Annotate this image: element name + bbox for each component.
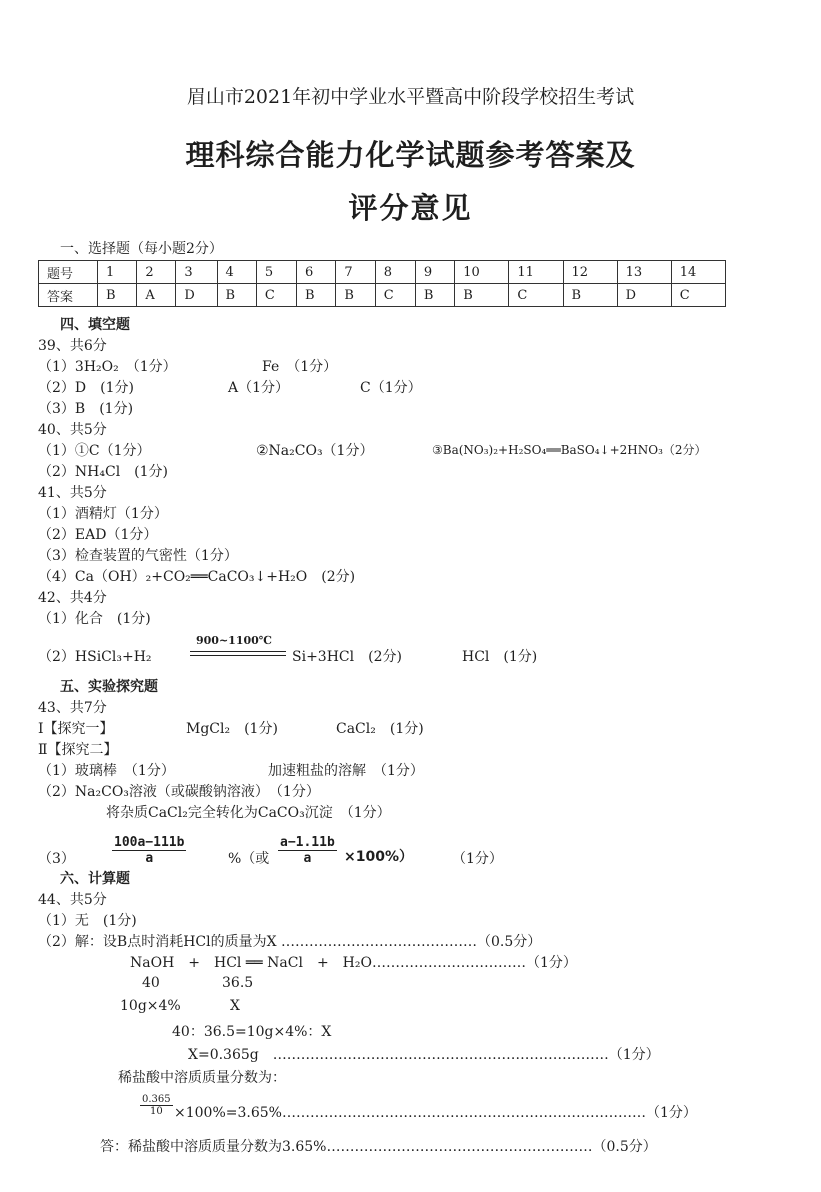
q43-heading: 43、共7分 <box>38 700 107 716</box>
q42-answer-2c: HCl (1分) <box>462 649 538 665</box>
q43-answer-3-or: %（或 <box>228 851 270 867</box>
q39-answer-2a: （2）D (1分) <box>38 380 134 396</box>
q43-answer-3-label: （3） <box>38 851 75 867</box>
q41-answer-1: （1）酒精灯（1分） <box>38 506 168 522</box>
question-number-cell: 7 <box>336 261 375 284</box>
q40-answer-2: （2）NH₄Cl (1分) <box>38 464 168 480</box>
q43-fraction-1-denominator: a <box>145 851 154 866</box>
q44-equation: NaOH + HCl ══ NaCl + H₂O……………………………（1分） <box>130 955 577 971</box>
table-row-answers <box>39 284 726 307</box>
question-number-cell: 2 <box>137 261 176 284</box>
question-number-cell: 3 <box>176 261 217 284</box>
q39-answer-2c: C（1分） <box>360 380 422 396</box>
q43-explore2-label: Ⅱ【探究二】 <box>38 742 118 758</box>
q43-explore1-answer-a: MgCl₂ (1分) <box>186 721 278 737</box>
table-row-numbers <box>39 261 726 284</box>
answer-table <box>38 260 726 307</box>
q41-heading: 41、共5分 <box>38 485 107 501</box>
q44-final-answer: 答：稀盐酸中溶质质量分数为3.65%…………………………………………………（0.5分） <box>100 1139 657 1155</box>
q44-fraction <box>140 1094 173 1117</box>
section-experiment-title: 五、实验探究题 <box>60 679 158 695</box>
q43-fraction-2-denominator: a <box>303 851 312 866</box>
q44-fraction-label: 稀盐酸中溶质质量分数为： <box>118 1070 286 1086</box>
q44-mass-naoh: 10g×4% <box>120 998 181 1014</box>
question-number-cell: 11 <box>509 261 563 284</box>
question-number-cell: 8 <box>375 261 415 284</box>
q43-answer-1b: 加速粗盐的溶解 （1分） <box>268 763 424 779</box>
answer-cell: C <box>671 284 725 307</box>
section-choice-title: 一、选择题（每小题2分） <box>60 241 223 257</box>
q43-answer-2: （2）Na₂CO₃溶液（或碳酸钠溶液） （1分） <box>38 784 320 800</box>
q43-explore1-label: Ⅰ【探究一】 <box>38 721 114 737</box>
q43-fraction-1-numerator: 100a−111b <box>114 835 185 850</box>
section-fill-title: 四、填空题 <box>60 317 130 333</box>
answer-cell: B <box>336 284 375 307</box>
answer-cell: C <box>375 284 415 307</box>
q42-answer-2-reactants: （2）HSiCl₃+H₂ <box>38 649 152 665</box>
question-number-cell: 5 <box>256 261 296 284</box>
q44-molar-mass-naoh: 40 <box>142 975 160 991</box>
q42-heading: 42、共4分 <box>38 590 107 606</box>
q39-answer-2b: A（1分） <box>228 380 290 396</box>
document-title: 理科综合能力化学试题参考答案及 <box>185 138 636 172</box>
q44-answer-2-setup: （2）解：设B点时消耗HCl的质量为X ……………………………………（0.5分） <box>38 934 542 950</box>
q44-fraction-denominator: 10 <box>149 1106 163 1117</box>
q44-fraction-numerator: 0.365 <box>142 1094 171 1105</box>
row-label-number: 题号 <box>39 261 98 284</box>
question-number-cell: 9 <box>415 261 454 284</box>
q41-answer-4: （4）Ca（OH）₂+CO₂══CaCO₃↓+H₂O (2分) <box>38 569 356 585</box>
q39-answer-1b: Fe （1分） <box>262 359 338 375</box>
answer-cell: B <box>415 284 454 307</box>
answer-cell: B <box>217 284 256 307</box>
q44-fraction-result: ×100%=3.65%……………………………………………………………………（1分） <box>174 1105 697 1121</box>
reaction-arrow <box>190 651 286 652</box>
q41-answer-3: （3）检查装置的气密性（1分） <box>38 548 238 564</box>
answer-cell: B <box>563 284 617 307</box>
q40-answer-1b: ②Na₂CO₃（1分） <box>256 443 374 459</box>
q39-answer-3: （3）B (1分) <box>38 401 134 417</box>
answer-cell: C <box>509 284 563 307</box>
q43-fraction-2 <box>278 835 337 866</box>
q41-answer-2: （2）EAD（1分） <box>38 527 158 543</box>
q43-fraction-1 <box>112 835 186 866</box>
answer-cell: B <box>297 284 336 307</box>
q44-result: X=0.365g ………………………………………………………………（1分） <box>188 1047 660 1063</box>
q44-proportion: 40：36.5=10g×4%：X <box>172 1024 332 1040</box>
section-calculation-title: 六、计算题 <box>60 871 130 887</box>
q39-answer-1a: （1）3H₂O₂ （1分） <box>38 359 177 375</box>
q40-answer-1c: ③Ba(NO₃)₂+H₂SO₄══BaSO₄↓+2HNO₃（2分） <box>432 443 707 457</box>
q44-answer-1: （1）无 (1分) <box>38 913 137 929</box>
q43-fraction-2-numerator: a−1.11b <box>280 835 335 850</box>
q43-answer-1a: （1）玻璃棒 （1分） <box>38 763 175 779</box>
q44-molar-mass-hcl: 36.5 <box>222 975 254 991</box>
question-number-cell: 14 <box>671 261 725 284</box>
row-label-answer: 答案 <box>39 284 98 307</box>
q43-explore1-answer-b: CaCl₂ (1分) <box>336 721 424 737</box>
q42-answer-2-products: Si+3HCl (2分) <box>292 649 402 665</box>
answer-cell: B <box>98 284 137 307</box>
answer-cell: A <box>137 284 176 307</box>
question-number-cell: 4 <box>217 261 256 284</box>
answer-cell: C <box>256 284 296 307</box>
document-subtitle: 评分意见 <box>348 191 473 225</box>
q42-answer-1: （1）化合 (1分) <box>38 611 151 627</box>
q40-heading: 40、共5分 <box>38 422 107 438</box>
q44-heading: 44、共5分 <box>38 892 107 908</box>
answer-cell: D <box>617 284 671 307</box>
q42-reaction-condition: 900~1100℃ <box>196 634 272 647</box>
question-number-cell: 10 <box>455 261 509 284</box>
exam-header-line: 眉山市2021年初中学业水平暨高中阶段学校招生考试 <box>186 86 635 108</box>
q43-answer-3-score: （1分） <box>452 851 503 867</box>
q40-answer-1a: （1）①C（1分） <box>38 443 151 459</box>
answer-cell: D <box>176 284 217 307</box>
reaction-arrow-lower <box>190 655 286 656</box>
q39-heading: 39、共6分 <box>38 338 107 354</box>
question-number-cell: 13 <box>617 261 671 284</box>
q43-answer-3-percent: ×100%） <box>344 849 413 865</box>
answer-cell: B <box>455 284 509 307</box>
q44-mass-hcl: X <box>230 998 240 1014</box>
question-number-cell: 12 <box>563 261 617 284</box>
question-number-cell: 1 <box>98 261 137 284</box>
q43-answer-2-note: 将杂质CaCl₂完全转化为CaCO₃沉淀 （1分） <box>106 805 391 821</box>
question-number-cell: 6 <box>297 261 336 284</box>
